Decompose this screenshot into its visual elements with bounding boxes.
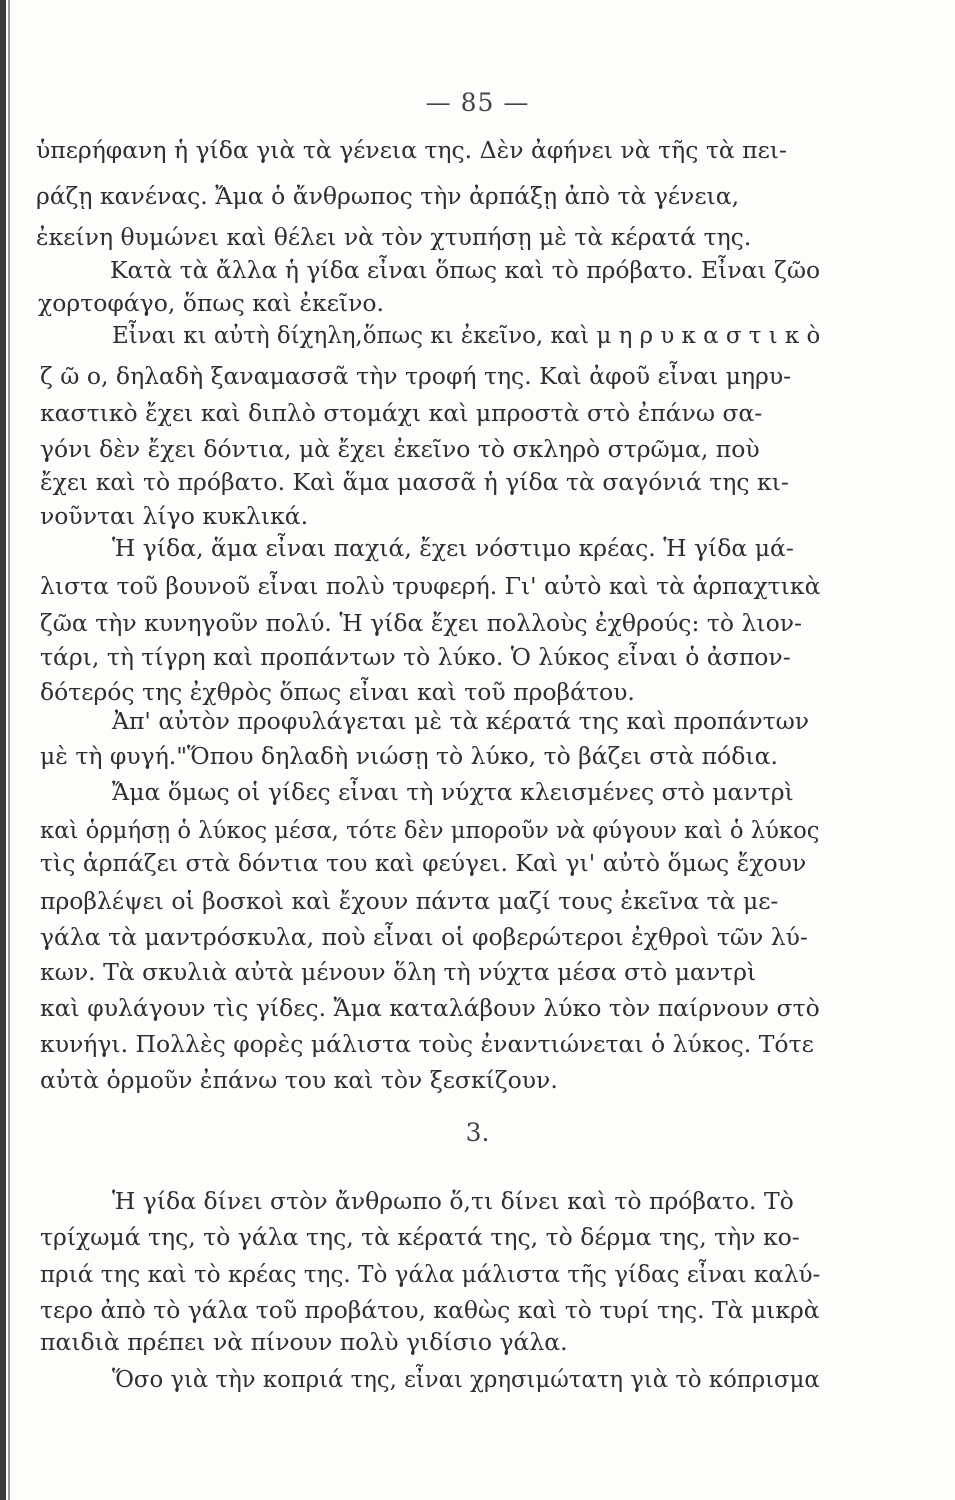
text-line: ὑπερήφανη ἡ γίδα γιὰ τὰ γένεια της. Δὲν ἀφήνει νὰ τῆς τὰ πει- [36,136,787,164]
text-line: χορτοφάγο, ὅπως καὶ ἐκεῖνο. [38,289,385,317]
text-line: τερο ἀπὸ τὸ γάλα τοῦ προβάτου, καθὼς καὶ τὸ τυρί της. Τὰ μικρὰ [40,1296,820,1324]
text-line: ζῶα τὴν κυνηγοῦν πολύ. Ἡ γίδα ἔχει πολλοὺς ἐχθρούς: τὸ λιον- [40,609,802,637]
text-line: Ἄμα ὅμως οἱ γίδες εἶναι τὴ νύχτα κλεισμένες στὸ μαντρὶ [112,778,794,806]
text-line: Ἡ γίδα δίνει στὸν ἄνθρωπο ὅ,τι δίνει καὶ τὸ πρόβατο. Τὸ [112,1187,794,1215]
text-line: ἔχει καὶ τὸ πρόβατο. Καὶ ἅμα μασσᾶ ἡ γίδα τὰ σαγόνιά της κι- [40,468,789,496]
text-line: γόνι δὲν ἔχει δόντια, μὰ ἔχει ἐκεῖνο τὸ σκληρὸ στρῶμα, ποὺ [40,435,760,463]
text-line: νοῦνται λίγο κυκλικά. [40,502,309,530]
text-line: κων. Τὰ σκυλιὰ αὐτὰ μένουν ὅλη τὴ νύχτα μέσα στὸ μαντρὶ [40,958,757,986]
text-line: Ἡ γίδα, ἅμα εἶναι παχιά, ἔχει νόστιμο κρέας. Ἡ γίδα μά- [112,534,794,562]
text-line: τὶς ἁρπάζει στὰ δόντια του καὶ φεύγει. Καὶ γι' αὐτὸ ὅμως ἔχουν [40,849,807,877]
text-line: δότερός της ἐχθρὸς ὅπως εἶναι καὶ τοῦ προβάτου. [40,678,635,706]
text-line: λιστα τοῦ βουνοῦ εἶναι πολὺ τρυφερή. Γι' αὐτὸ καὶ τὰ ἁρπαχτικὰ [40,572,821,600]
text-line: ράζῃ κανένας. Ἄμα ὁ ἄνθρωπος τὴν ἀρπάξῃ ἀπὸ τὰ γένεια, [36,182,740,210]
text-line: ζ ῶ ο, δηλαδὴ ξαναμασσᾶ τὴν τροφή της. Καὶ ἀφοῦ εἶναι μηρυ- [40,362,792,390]
text-line: Ὅσο γιὰ τὴν κοπριά της, εἶναι χρησιμώτατη γιὰ τὸ κόπρισμα [112,1365,820,1393]
text-line: τρίχωμά της, τὸ γάλα της, τὰ κέρατά της, τὸ δέρμα της, τὴν κο- [40,1223,800,1251]
text-line: προβλέψει οἱ βοσκοὶ καὶ ἔχουν πάντα μαζί τους ἐκεῖνα τὰ με- [40,887,779,915]
text-line: κυνήγι. Πολλὲς φορὲς μάλιστα τοὺς ἐναντιώνεται ὁ λύκος. Τότε [40,1030,814,1058]
page-number: — 85 — [425,88,530,117]
text-line: Εἶναι κι αὐτὴ δίχηλη,ὅπως κι ἐκεῖνο, καὶ μ η ρ υ κ α σ τ ι κ ὸ [112,321,821,349]
text-line: παιδιὰ πρέπει νὰ πίνουν πολὺ γιδίσιο γάλα. [40,1328,568,1356]
text-line: καὶ ὁρμήσῃ ὁ λύκος μέσα, τότε δὲν μποροῦν νὰ φύγουν καὶ ὁ λύκος [40,816,820,844]
text-line: τάρι, τὴ τίγρη καὶ προπάντων τὸ λύκο. Ὁ λύκος εἶναι ὁ ἀσπον- [40,643,791,671]
text-line: Ἀπ' αὐτὸν προφυλάγεται μὲ τὰ κέρατά της καὶ προπάντων [112,707,810,735]
section-number: 3. [465,1118,490,1147]
text-line: καὶ φυλάγουν τὶς γίδες. Ἄμα καταλάβουν λύκο τὸν παίρνουν στὸ [40,994,820,1022]
text-line: πριά της καὶ τὸ κρέας της. Τὸ γάλα μάλιστα τῆς γίδας εἶναι καλύ- [40,1260,821,1288]
text-line: μὲ τὴ φυγή."Ὅπου δηλαδὴ νιώσῃ τὸ λύκο, τὸ βάζει στὰ πόδια. [40,742,778,770]
text-line: καστικὸ ἔχει καὶ διπλὸ στομάχι καὶ μπροστὰ στὸ ἐπάνω σα- [40,399,763,427]
text-line: γάλα τὰ μαντρόσκυλα, ποὺ εἶναι οἱ φοβερώτεροι ἐχθροὶ τῶν λύ- [40,923,808,951]
text-line: ἐκείνη θυμώνει καὶ θέλει νὰ τὸν χτυπήσῃ μὲ τὰ κέρατά της. [36,223,752,251]
text-line: αὐτὰ ὁρμοῦν ἐπάνω του καὶ τὸν ξεσκίζουν. [40,1066,558,1094]
text-line: Κατὰ τὰ ἄλλα ἡ γίδα εἶναι ὅπως καὶ τὸ πρόβατο. Εἶναι ζῶο [110,256,821,284]
